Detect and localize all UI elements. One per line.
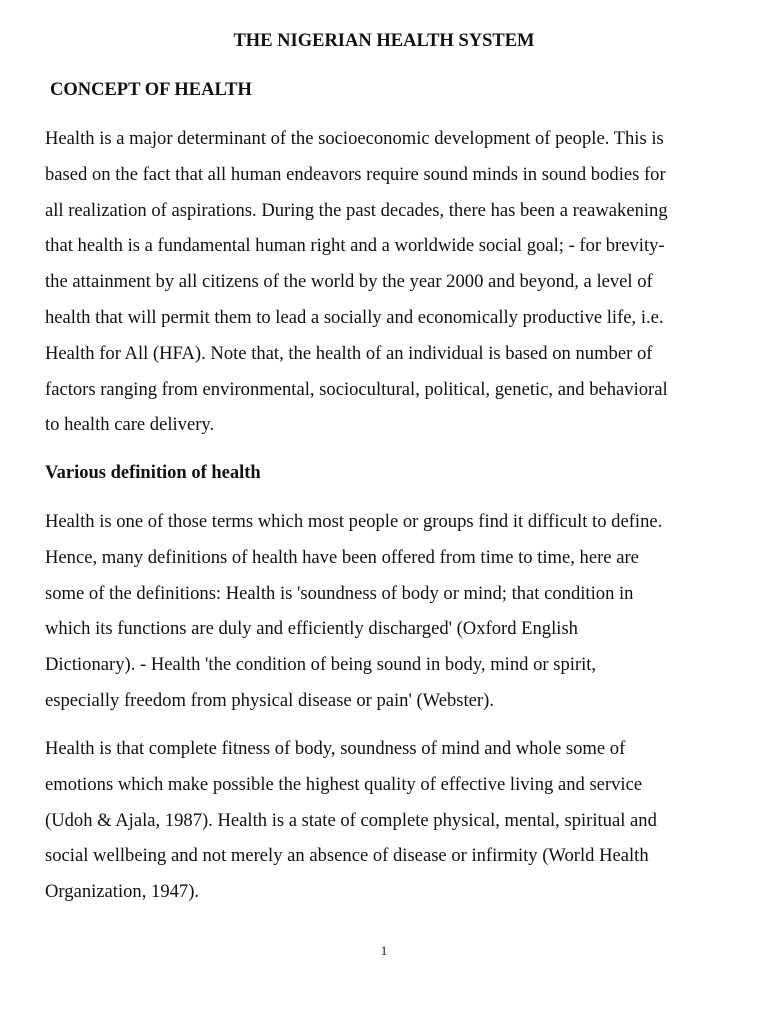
- paragraph-line: to health care delivery.: [45, 414, 215, 436]
- paragraph-line: especially freedom from physical disease or pain' (Webster).: [45, 689, 494, 711]
- paragraph-line: Hence, many definitions of health have been offered from time to time, here are: [45, 546, 639, 568]
- paragraph-line: Dictionary). - Health 'the condition of being sound in body, mind or spirit,: [45, 654, 597, 676]
- document-title: THE NIGERIAN HEALTH SYSTEM: [233, 31, 535, 51]
- paragraph-concept-of-health: [45, 121, 735, 443]
- paragraph-definitions: [45, 504, 735, 719]
- paragraph-line: health that will permit them to lead a socially and economically productive life, i.e.: [45, 306, 664, 328]
- paragraph-line: factors ranging from environmental, sociocultural, political, genetic, and behavioral: [45, 378, 668, 400]
- paragraph-line: Health is that complete fitness of body, soundness of mind and whole some of: [45, 738, 626, 759]
- paragraph-line: the attainment by all citizens of the world by the year 2000 and beyond, a level of: [45, 271, 653, 293]
- paragraph-line: Health is a major determinant of the socioeconomic development of people. This is: [45, 128, 664, 149]
- paragraph-line: all realization of aspirations. During the past decades, there has been a reawakening: [45, 199, 668, 221]
- page-number: 1: [380, 943, 388, 958]
- paragraph-line: social wellbeing and not merely an absence of disease or infirmity (World Health: [45, 845, 649, 867]
- paragraph-line: Health is one of those terms which most people or groups find it difficult to define.: [45, 511, 663, 532]
- section-heading: CONCEPT OF HEALTH: [50, 80, 252, 100]
- paragraph-line: which its functions are duly and efficiently discharged' (Oxford English: [45, 618, 578, 640]
- paragraph-line: that health is a fundamental human right and a worldwide social goal; - for brevity-: [45, 235, 665, 257]
- subheading-definitions: Various definition of health: [45, 463, 261, 483]
- paragraph-fitness-definition: [45, 731, 735, 910]
- paragraph-line: some of the definitions: Health is 'soundness of body or mind; that condition in: [45, 582, 634, 604]
- paragraph-line: Health for All (HFA). Note that, the health of an individual is based on number of: [45, 342, 653, 364]
- paragraph-line: emotions which make possible the highest quality of effective living and service: [45, 773, 643, 795]
- paragraph-line: Organization, 1947).: [45, 881, 200, 903]
- paragraph-line: based on the fact that all human endeavors require sound minds in sound bodies for: [45, 163, 666, 185]
- paragraph-line: (Udoh & Ajala, 1987). Health is a state of complete physical, mental, spiritual and: [45, 809, 657, 831]
